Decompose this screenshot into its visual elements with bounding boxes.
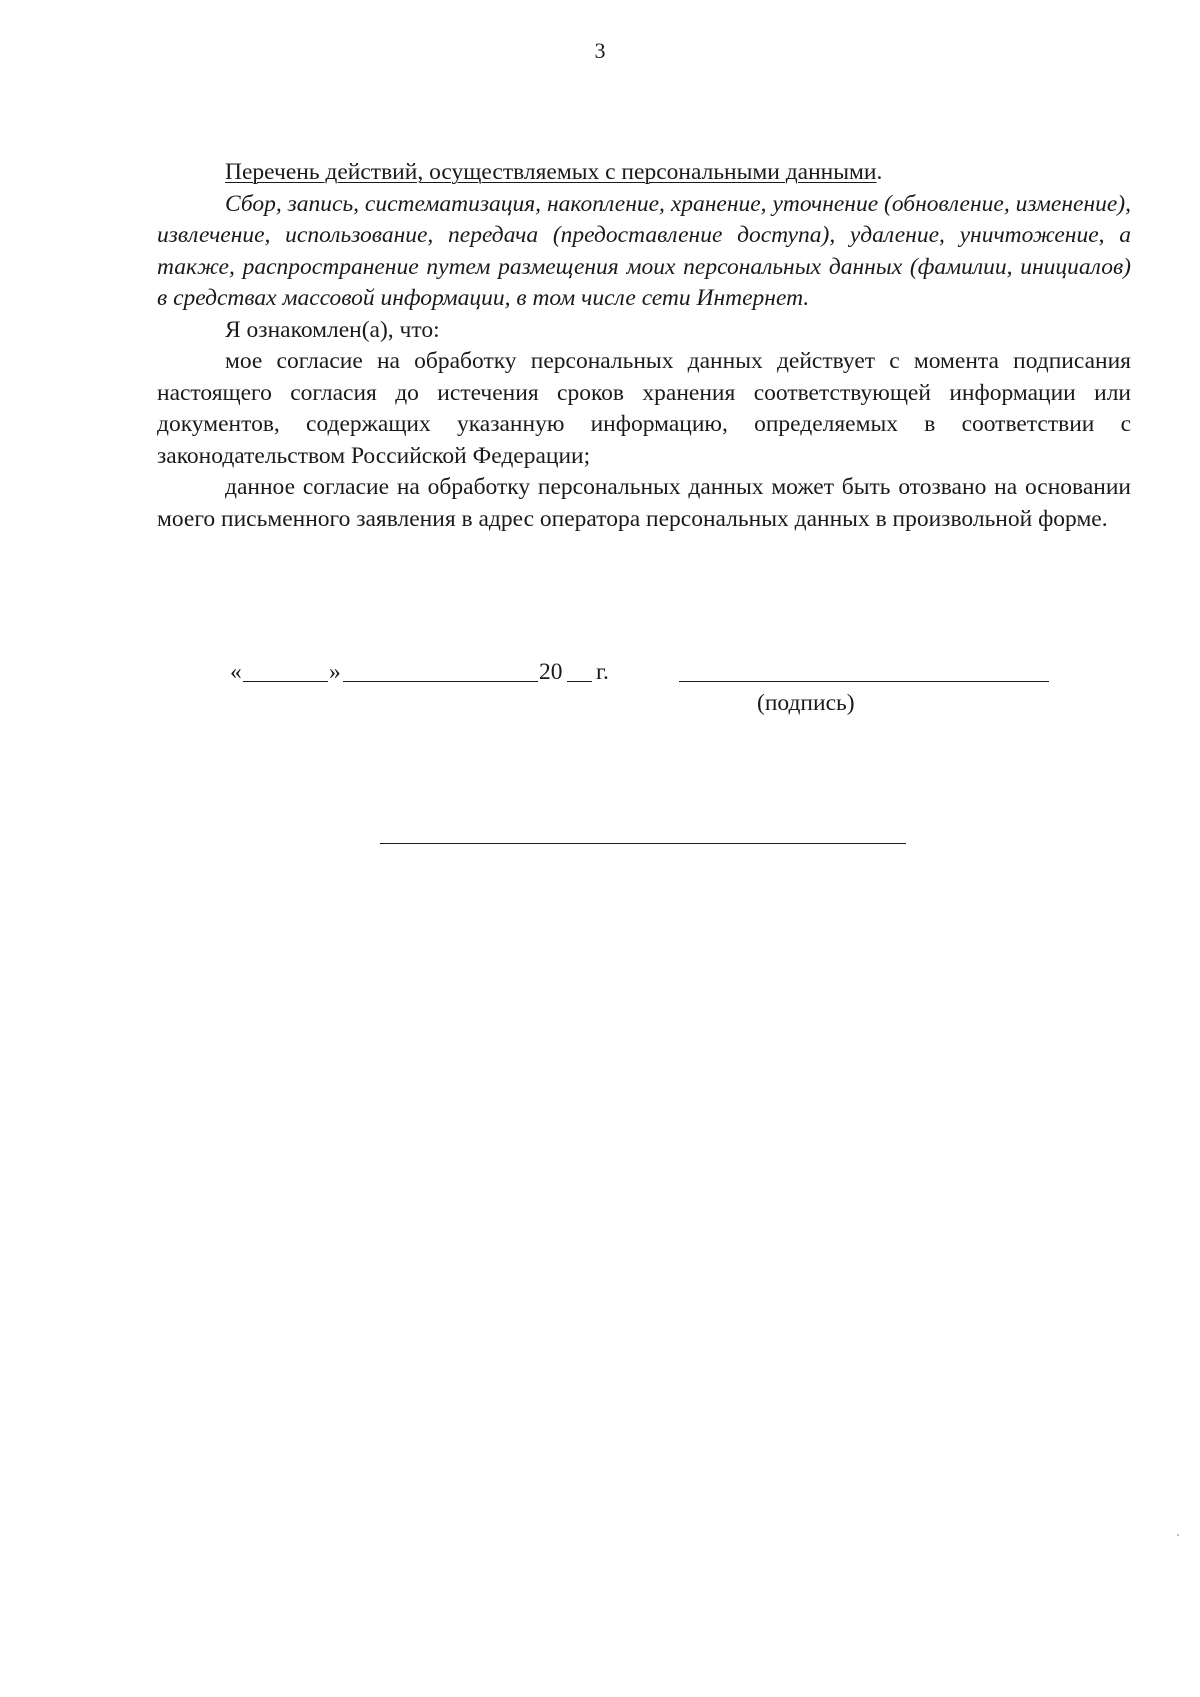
day-blank-line [243, 681, 328, 682]
year-blank-line [567, 681, 592, 682]
actions-list-paragraph: Сбор, запись, систематизация, накопление, хранение, уточнение (обновление, изменение), извлечение, использование, передача (предоставление доступа), удаление, уничтожение, а также, распространение путем размещения моих персональных данных (фамилии, инициалов) в средствах массовой информации, в том числе сети Интернет. [157, 190, 1131, 311]
end-of-document-rule [380, 843, 906, 844]
actions-heading-line [157, 157, 1131, 189]
consent-revocation-paragraph: данное согласие на обработку персональных данных может быть отозвано на основании моего письменного заявления в адрес оператора персональных данных в произвольной форме. [157, 474, 1131, 532]
year-suffix: г. [596, 659, 609, 685]
actions-heading-period: . [876, 159, 883, 185]
date-signature-row [0, 657, 1200, 697]
consent-validity-paragraph: мое согласие на обработку персональных данных действует с момента подписания настоящего согласия до истечения сроков хранения соответствующей информации или документов, содержащих указанную информацию, определяемых в соответствии с законодательством Российской Федерации; [157, 348, 1131, 469]
actions-heading: Перечень действий, осуществляемых с персональными данными [225, 159, 877, 185]
signature-blank-line [679, 681, 1049, 682]
page-number: 3 [594, 38, 606, 63]
date-open-quote: « [230, 659, 242, 685]
date-close-quote: » [329, 659, 341, 685]
month-blank-line [343, 681, 538, 682]
acknowledged-intro: Я ознакомлен(а), что: [225, 316, 440, 343]
signature-caption: (подпись) [757, 690, 855, 716]
scan-speck [1177, 1534, 1179, 1536]
year-prefix: 20 [539, 659, 563, 685]
document-body [157, 157, 1131, 535]
